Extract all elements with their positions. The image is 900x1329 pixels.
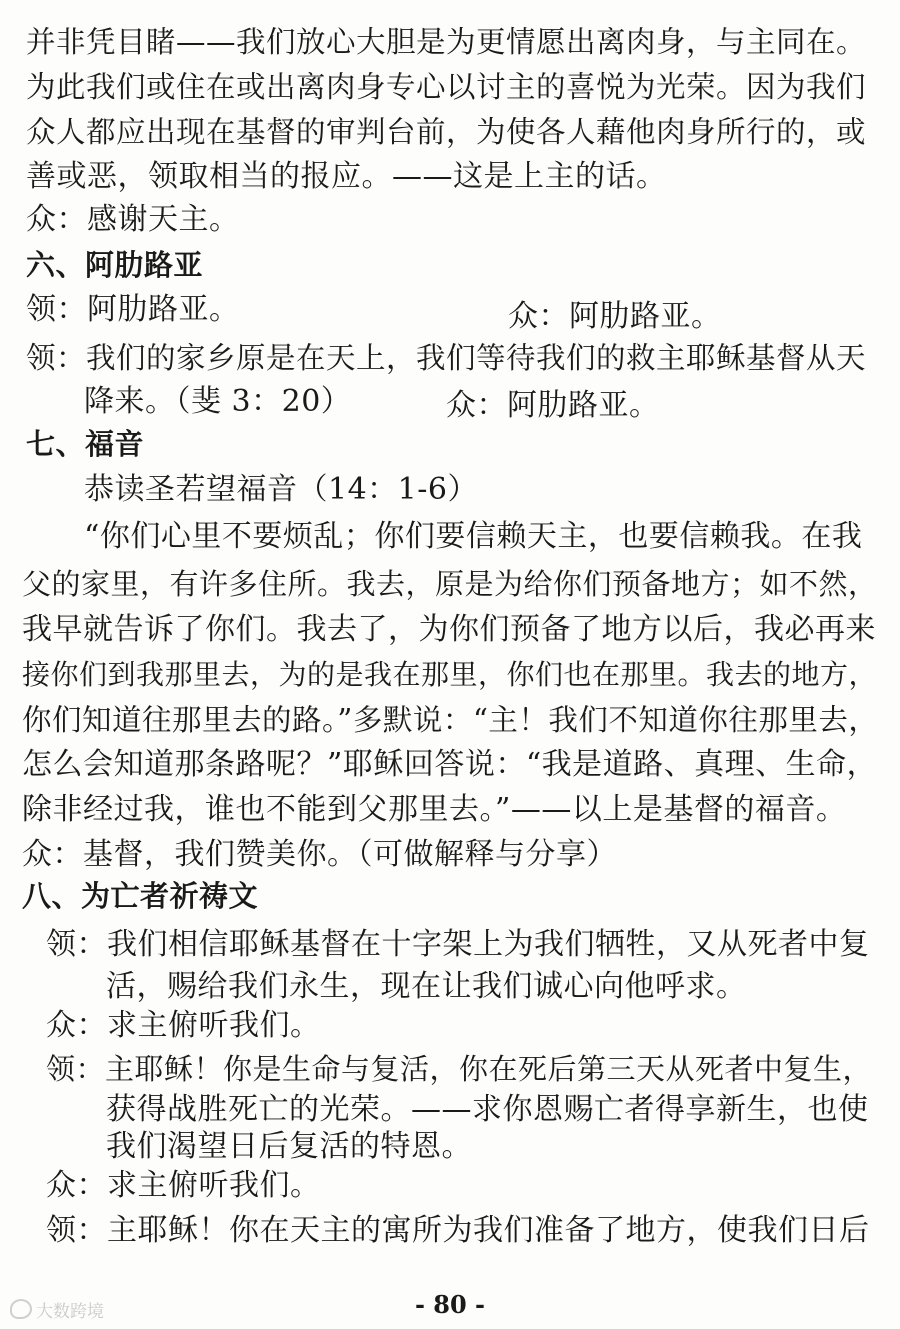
text-line: 你们知道往那里去的路。”多默说：“主！我们不知道你往那里去， <box>22 703 879 737</box>
text-line: 我们渴望日后复活的特恩。 <box>106 1129 472 1164</box>
text-line: 我早就告诉了你们。我去了，为你们预备了地方以后，我必再来 <box>22 612 876 647</box>
text-line: 善或恶，领取相当的报应。——这是上主的话。 <box>26 159 667 194</box>
text-line: 降来。（斐 3：20） <box>84 384 352 419</box>
text-line: 众人都应出现在基督的审判台前，为使各人藉他肉身所行的，或 <box>26 115 867 149</box>
watermark-logo-icon <box>10 1299 32 1319</box>
text-line: 除非经过我，谁也不能到父那里去。”——以上是基督的福音。 <box>22 792 847 827</box>
watermark <box>10 1296 130 1322</box>
text-line: 领：我们的家乡原是在天上，我们等待我们的救主耶稣基督从天 <box>26 341 867 375</box>
text-line: 众：求主俯听我们。 <box>46 1168 321 1203</box>
text-line: 众：阿肋路亚。 <box>508 299 722 334</box>
watermark-text: 大数跨境 <box>36 1301 104 1322</box>
text-line: 活，赐给我们永生，现在让我们诚心向他呼求。 <box>106 969 747 1004</box>
text-line: 众：基督，我们赞美你。（可做解释与分享） <box>22 837 617 872</box>
text-line: 领：我们相信耶稣基督在十字架上为我们牺牲，又从死者中复 <box>46 927 870 962</box>
text-line: 父的家里，有许多住所。我去，原是为给你们预备地方；如不然， <box>22 567 878 601</box>
text-line: 获得战胜死亡的光荣。——求你恩赐亡者得享新生，也使 <box>106 1092 869 1127</box>
section-heading: 六、阿肋路亚 <box>26 248 204 282</box>
text-line: 众：感谢天主。 <box>26 202 240 237</box>
text-line: 并非凭目睹——我们放心大胆是为更情愿出离肉身，与主同在。 <box>26 25 867 59</box>
section-heading: 七、福音 <box>26 427 145 461</box>
text-line: 领：主耶稣！你是生命与复活，你在死后第三天从死者中复生， <box>46 1052 873 1086</box>
text-line: 领：阿肋路亚。 <box>26 292 240 327</box>
text-line: “你们心里不要烦乱；你们要信赖天主，也要信赖我。在我 <box>84 519 863 554</box>
section-heading: 八、为亡者祈祷文 <box>22 879 259 913</box>
text-line: 众：阿肋路亚。 <box>446 388 660 423</box>
text-line: 众：求主俯听我们。 <box>46 1008 321 1043</box>
page-number: - 80 - <box>414 1290 486 1319</box>
text-line: 接你们到我那里去，为的是我在那里，你们也在那里。我去的地方， <box>22 658 878 691</box>
text-line: 恭读圣若望福音（14：1-6） <box>84 472 478 507</box>
text-line: 怎么会知道那条路呢？”耶稣回答说：“我是道路、真理、生命， <box>22 747 878 782</box>
text-line: 领：主耶稣！你在天主的寓所为我们准备了地方，使我们日后 <box>46 1213 870 1248</box>
text-line: 为此我们或住在或出离肉身专心以讨主的喜悦为光荣。因为我们 <box>26 70 867 104</box>
